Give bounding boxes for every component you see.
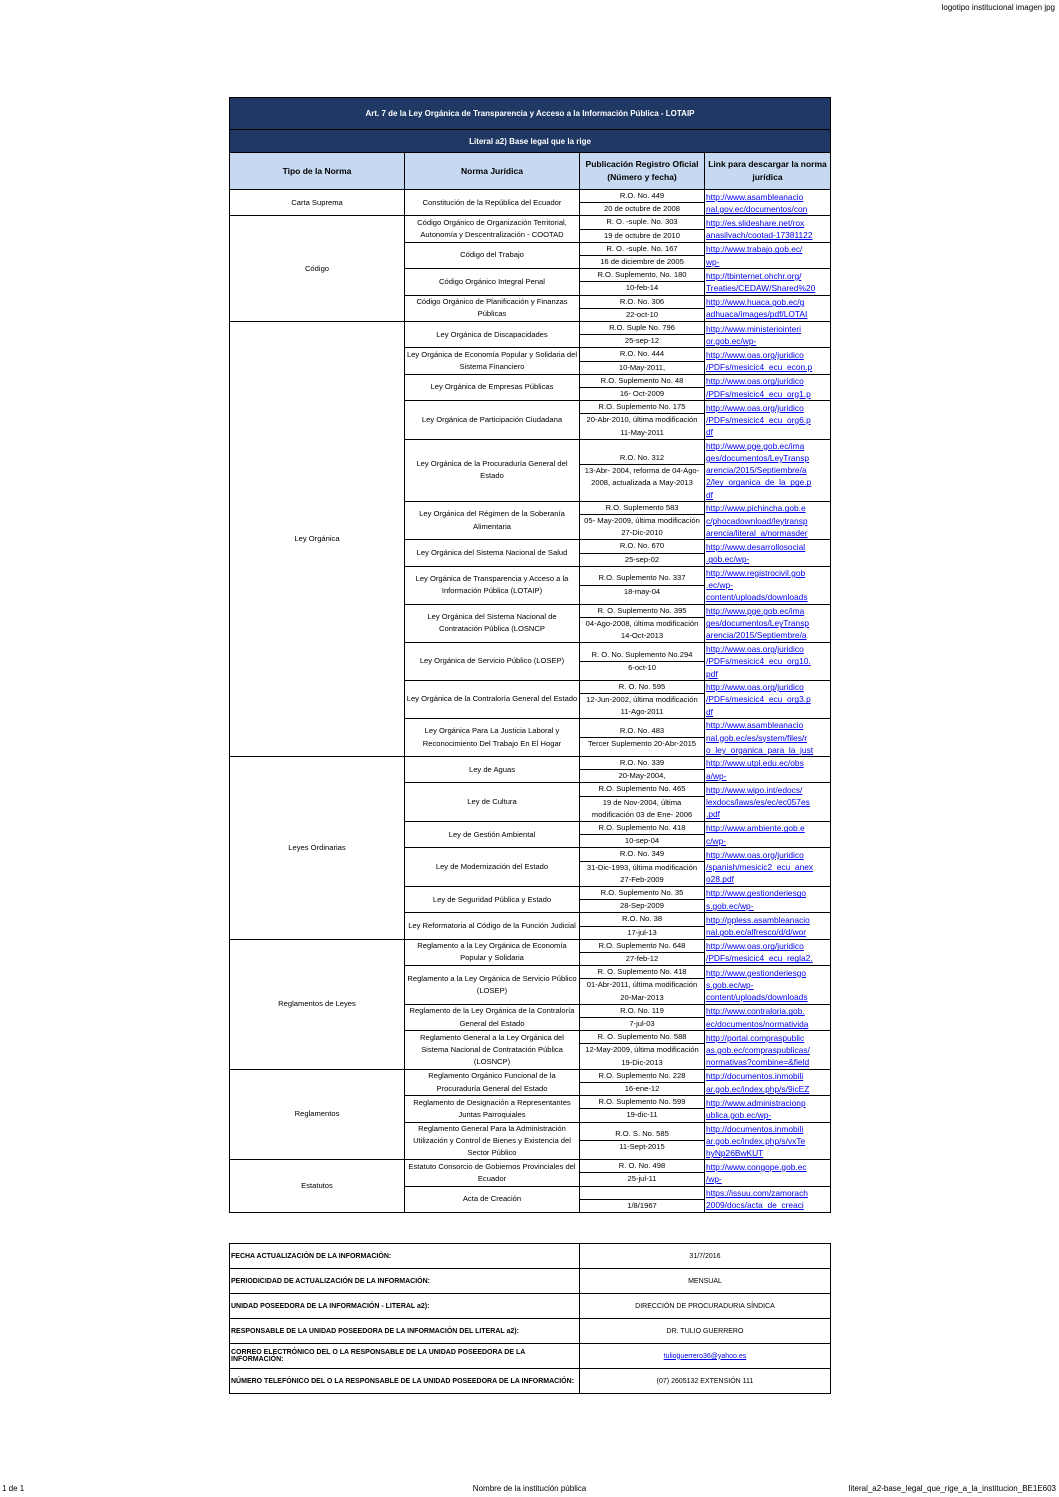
link-line[interactable]: /PDFs/mesicic4_ecu_org1.p [706,388,811,399]
publicacion-cell [580,1031,705,1070]
norma-cell: Ley de Cultura [405,783,580,822]
norma-cell: Ley de Aguas [405,756,580,782]
metadata-row [230,1244,831,1269]
table-row [230,939,831,965]
download-link[interactable] [705,190,831,216]
download-link[interactable] [705,269,831,295]
norma-cell: Reglamento Orgánico Funcional de la Procuraduría General del Estado [405,1069,580,1095]
download-link[interactable] [705,295,831,321]
download-link[interactable] [705,680,831,719]
link-line[interactable]: content/uploads/downloads [706,992,808,1003]
publicacion-line: 11-Sept-2015 [619,1142,665,1152]
publicacion-line: R.O. No. 339 [580,757,704,770]
table-row [230,190,831,216]
norma-cell: Reglamento de la Ley Orgánica de la Contraloría General del Estado [405,1004,580,1030]
download-link[interactable] [705,1069,831,1095]
publicacion-line: R.O. No. 349 [580,848,704,861]
publicacion-line: R. O. No. 595 [580,681,704,694]
link-line[interactable]: s.gob.ec/wp- [706,979,754,990]
link-line[interactable]: http://www.oas.org/juridico [706,941,804,952]
norma-cell: Ley Orgánica Para La Justicia Laboral y Reconocimiento Del Trabajo En El Hogar [405,719,580,757]
norma-cell: Ley Orgánica de Empresas Públicas [405,374,580,400]
publicacion-line: 31-Dic-1993, última modificación 27-Feb-2009 [586,862,698,884]
link-line[interactable]: .pdf [706,809,720,820]
link-line[interactable]: pdf [706,668,718,679]
download-link[interactable] [705,604,831,643]
link-line[interactable]: http://www.pge.gob.ec/ima [706,440,805,451]
publicacion-line: 25-sep-02 [624,554,660,564]
download-link[interactable] [705,913,831,939]
download-link[interactable] [705,216,831,242]
publicacion-line: 10-sep-04 [624,836,660,846]
link-line[interactable]: s.gob.ec/wp- [706,900,754,911]
link-line[interactable]: http://tbinternet.ohchr.org/ [706,270,802,281]
publicacion-line: 20-May-2004, [618,771,666,781]
link-line[interactable]: ges/documentos/LeyTransp [706,618,810,629]
metadata-value [580,1269,831,1294]
download-link[interactable] [705,939,831,965]
publicacion-line: 16- Oct-2009 [619,389,665,399]
publicacion-line: R.O. Suplemento No. 599 [580,1096,704,1109]
metadata-table [229,1243,831,1394]
norma-cell: Acta de Creación [405,1186,580,1212]
link-line[interactable]: http://www.huaca.gob.ec/g [706,297,805,308]
publicacion-line: Tercer Suplemento 20-Abr-2015 [587,739,697,749]
download-link[interactable] [705,1031,831,1070]
tipo-cell: Estatutos [230,1160,405,1213]
link-line[interactable]: .gob.ec/wp- [706,554,750,565]
norma-cell: Código Orgánico de Planificación y Finanzas Públicas [405,295,580,321]
link-line[interactable]: df [706,706,713,717]
link-line[interactable]: /spanish/mesicic2_ecu_anex [706,862,814,873]
link-line[interactable]: nal.gob.ec/alfresco/d/d/wor [706,927,807,938]
publicacion-cell [580,322,705,348]
link-line[interactable]: /PDFs/mesicic4_ecu_org6.p [706,414,811,425]
download-link[interactable] [705,439,831,501]
footer-page: 1 de 1 [2,1484,25,1493]
publicacion-line: R.O. Suplemento No. 228 [580,1070,704,1083]
metadata-value [580,1294,831,1319]
tipo-cell: Reglamentos [230,1069,405,1159]
link-line[interactable]: http://www.oas.org/juridico [706,349,804,360]
link-line[interactable]: http://www.contraloria.gob. [706,1006,805,1017]
publicacion-cell [580,1096,705,1122]
metadata-value-text: (07) 2605132 EXTENSIÓN 111 [656,1377,754,1385]
link-line[interactable]: http://www.oas.org/juridico [706,644,804,655]
header-publicacion: Publicación Registro Oficial (Número y fecha) [580,153,705,190]
norma-cell: Ley Orgánica de Servicio Público (LOSEP) [405,643,580,681]
publicacion-line: 7-jul-03 [629,1019,655,1028]
publicacion-cell [580,1069,705,1095]
publicacion-line: 25-sep-12 [624,336,660,346]
footer-file: literal_a2-base_legal_que_rige_a_la_institucion_BE1E603 [848,1484,1056,1493]
norma-cell: Código Orgánico de Organización Territorial, Autonomía y Descentralización - COOTAD [405,216,580,242]
publicacion-line: R.O. Suplemento No. 35 [580,887,704,900]
link-line[interactable]: c/wp- [706,835,727,846]
link-line[interactable]: Treaties/CEDAW/Shared%20 [706,282,816,293]
metadata-value-text: DIRECCIÓN DE PROCURADURIA SÍNDICA [635,1302,775,1310]
link-line[interactable]: 2009/docs/acta_de_creaci [706,1200,804,1211]
link-line[interactable]: lexdocs/laws/es/ec/ec057es [706,797,810,808]
publicacion-cell [580,1160,705,1186]
link-line[interactable]: http://www.asambleanacio [706,720,804,731]
publicacion-line: 16-ene-12 [624,1084,660,1094]
link-line[interactable]: 2/ley_organica_de_la_pge.p [706,477,812,488]
footer-institution: Nombre de la institución pública [472,1484,587,1493]
publicacion-cell [580,848,705,887]
link-line[interactable]: /PDFs/mesicic4_ecu_econ.p [706,362,813,373]
norma-cell: Ley Orgánica de la Contraloría General del Estado [405,680,580,719]
link-line[interactable]: ar.gob.ec/index.php/s/9icEZ [706,1083,810,1094]
link-line[interactable]: as.gob.ec/compraspublicas/ [706,1044,810,1055]
publicacion-cell [580,1004,705,1030]
publicacion-cell [580,566,705,604]
publicacion-cell [580,913,705,939]
publicacion-cell [580,401,705,440]
download-link[interactable] [705,1160,831,1186]
publicacion-line: R.O. Suple No. 796 [580,322,704,335]
publicacion-line: R. O. Suplemento No. 588 [580,1031,704,1044]
publicacion-line: 1/8/1967 [627,1200,657,1210]
download-link[interactable] [705,1186,831,1212]
metadata-value-text: 31/7/2016 [689,1252,721,1260]
download-link[interactable] [705,401,831,440]
publicacion-line: R.O. Suplemento No. 175 [580,401,704,414]
publicacion-cell [580,1122,705,1160]
header-norma: Norma Jurídica [405,153,580,190]
link-line[interactable]: /PDFs/mesicic4_ecu_org10. [706,656,811,667]
link-line[interactable]: ec/documentos/normativida [706,1018,809,1029]
metadata-row [230,1294,831,1319]
publicacion-cell [580,643,705,681]
link-line[interactable]: nal.gov.ec/documentos/con [706,203,808,214]
download-link[interactable] [705,1004,831,1030]
download-link[interactable] [705,322,831,348]
link-line[interactable]: http://www.congope.gob.ec [706,1161,807,1172]
link-line[interactable]: a/wp- [706,770,727,781]
publicacion-line: R.O. Suplemento, No. 180 [580,269,704,282]
norma-cell: Reglamento General a la Ley Orgánica del Sistema Nacional de Contratación Pública (LOSNCP) [405,1031,580,1070]
link-line[interactable]: http://www.oas.org/juridico [706,402,804,413]
norma-cell: Reglamento de Designación a Representantes Juntas Parroquiales [405,1096,580,1122]
norma-cell: Ley Orgánica de la Procuraduría General del Estado [405,439,580,501]
norma-cell: Ley Orgánica de Economía Popular y Solidaria del Sistema Financiero [405,348,580,374]
metadata-label: NÚMERO TELEFÓNICO DEL O LA RESPONSABLE DE LA UNIDAD POSEEDORA DE LA INFORMACIÓN: [230,1369,580,1394]
download-link[interactable] [705,1096,831,1122]
link-line[interactable]: normativas?combine=&field [706,1057,810,1068]
publicacion-cell [580,348,705,374]
publicacion-line: 19 de Nov-2004, última modificación 03 de Ene- 2006 [591,797,693,819]
download-link[interactable] [705,848,831,887]
link-line[interactable]: ar.gob.ec/index.php/s/vxTe [706,1135,806,1146]
table-subtitle: Literal a2) Base legal que la rige [230,130,831,153]
publicacion-cell [580,269,705,295]
link-line[interactable]: arencia/2015/Septiembre/a [706,465,807,476]
publicacion-cell [580,374,705,400]
tipo-cell: Código [230,216,405,322]
link-line[interactable]: http://www.asambleanacio [706,191,804,202]
publicacion-cell [580,242,705,268]
publicacion-line: 10-May-2011, [618,362,666,372]
norma-cell: Estatuto Consorcio de Gobiernos Provinciales del Ecuador [405,1160,580,1186]
publicacion-line: R. O. Suplemento No. 395 [580,605,704,618]
link-line[interactable]: ges/documentos/LeyTransp [706,453,810,464]
metadata-row [230,1369,831,1394]
link-line[interactable]: http://www.pge.gob.ec/ima [706,606,805,616]
table-row [230,1069,831,1095]
publicacion-line: R.O. S. No. 585 [580,1128,704,1141]
link-line[interactable]: http://ppless.asambleanacio [706,914,810,925]
publicacion-line: R.O. No. 312 [580,452,704,465]
norma-cell: Ley de Modernización del Estado [405,848,580,887]
link-line[interactable]: .ec/wp- [706,580,733,591]
link-line[interactable]: http://es.slideshare.net/rox [706,217,805,228]
page-header-note: logotipo institucional imagen jpg [941,3,1055,12]
email-link[interactable]: tulioguerrero36@yahoo.es [663,1352,747,1360]
publicacion-line: R.O. Suplemento No. 648 [580,940,704,953]
publicacion-line: 01-Abr-2011, última modificación 20-Mar-2013 [586,980,698,1002]
header-tipo: Tipo de la Norma [230,153,405,190]
publicacion-line: R.O. No. 444 [580,348,704,361]
publicacion-line: R.O. Suplemento No. 48 [580,375,704,388]
norma-cell: Código Orgánico Integral Penal [405,269,580,295]
publicacion-line: 18-may-04 [623,586,661,596]
link-line[interactable]: http://www.trabajo.gob.ec/ [706,244,803,255]
publicacion-cell [580,966,705,1005]
link-line[interactable]: http://www.oas.org/juridico [706,849,804,860]
publicacion-cell [580,680,705,719]
publicacion-line: 13-Abr- 2004, reforma de 04-Ago-2008, actualizada a May-2013 [584,465,700,487]
tipo-cell: Ley Orgánica [230,322,405,757]
link-line[interactable]: nal.gob.ec/es/system/files/r [706,732,808,743]
download-link[interactable] [705,540,831,566]
link-line[interactable]: wp- [706,256,720,267]
link-line[interactable]: http://www.pichincha.gob.e [706,503,806,514]
publicacion-cell [580,719,705,757]
publicacion-cell [580,216,705,242]
publicacion-line: 20 de octubre de 2008 [603,204,680,214]
norma-cell: Ley Reformatoria al Código de la Función Judicial [405,913,580,939]
metadata-value-text: DR. TULIO GUERRERO [666,1327,744,1335]
publicacion-cell [580,295,705,321]
download-link[interactable] [705,501,831,540]
publicacion-line: 04-Ago-2008, última modificación 14-Oct-2013 [585,618,699,640]
norma-cell: Ley Orgánica de Transparencia y Acceso a la Información Pública (LOTAIP) [405,566,580,604]
tipo-cell: Leyes Ordinarias [230,756,405,939]
metadata-label: PERIODICIDAD DE ACTUALIZACIÓN DE LA INFORMACIÓN: [230,1269,580,1294]
publicacion-cell [580,190,705,216]
metadata-value [580,1319,831,1344]
table-row [230,756,831,782]
download-link[interactable] [705,821,831,847]
tipo-cell: Reglamentos de Leyes [230,939,405,1069]
link-line[interactable]: http://www.oas.org/juridico [706,682,804,693]
publicacion-cell [580,756,705,782]
link-line[interactable]: http://documentos.inmobili [706,1123,804,1134]
download-link[interactable] [705,756,831,782]
publicacion-line: 22-oct-10 [625,309,659,319]
metadata-label: FECHA ACTUALIZACIÓN DE LA INFORMACIÓN: [230,1244,580,1269]
metadata-label: CORREO ELECTRÓNICO DEL O LA RESPONSABLE DE LA UNIDAD POSEEDORA DE LA INFORMACIÓN: [230,1344,580,1369]
metadata-value-text: MENSUAL [688,1277,722,1285]
link-line[interactable]: arencia/literal_a/normasder [706,527,808,538]
link-line[interactable]: http://www.oas.org/juridico [706,376,804,387]
link-line[interactable]: http://www.ministeriointeri [706,323,801,334]
publicacion-line: R. O. No. Suplemento No.294 [580,649,704,662]
norma-cell: Ley Orgánica del Régimen de la Soberanía Alimentaria [405,501,580,540]
norma-cell: Constitución de la República del Ecuador [405,190,580,216]
table-title: Art. 7 de la Ley Orgánica de Transparencia y Acceso a la Información Pública - LOTAIP [230,98,831,130]
publicacion-line: 27-feb-12 [625,953,659,963]
link-line[interactable]: content/uploads/downloads [706,592,808,603]
publicacion-cell [580,886,705,912]
link-line[interactable]: or.gob.ec/wp- [706,335,757,346]
table-body [230,190,831,1213]
publicacion-line: 25-jul-11 [627,1174,657,1184]
link-line[interactable]: df [706,489,713,500]
link-line[interactable]: http://www.gestionderiesgo [706,967,807,978]
link-line[interactable]: http://www.registrocivil.gob [706,567,806,578]
download-link[interactable] [705,643,831,681]
metadata-row [230,1344,831,1369]
publicacion-line: R. O. -suple. No. 167 [580,243,704,256]
publicacion-line: R.O. Suplemento No. 465 [580,783,704,796]
publicacion-line: 10-feb-14 [625,283,659,293]
link-line[interactable]: c/phocadownload/leytransp [706,515,808,526]
publicacion-line: R. O. Suplemento No. 418 [580,966,704,979]
publicacion-line: R.O. No. 119 [580,1005,704,1018]
publicacion-line: 19 de octubre de 2010 [603,230,680,240]
publicacion-cell [580,439,705,501]
link-line[interactable]: http://www.wipo.int/edocs/ [706,784,803,795]
publicacion-line: R.O. No. 483 [580,725,704,738]
metadata-label: RESPONSABLE DE LA UNIDAD POSEEDORA DE LA INFORMACIÓN DEL LITERAL a2): [230,1319,580,1344]
download-link[interactable] [705,348,831,374]
link-line[interactable]: o_ley_organica_para_la_just [706,744,814,755]
publicacion-cell [580,604,705,643]
download-link[interactable] [705,886,831,912]
download-link[interactable] [705,374,831,400]
publicacion-line: R. O. No. 498 [580,1160,704,1173]
link-line[interactable]: https://issuu.com/zamorach [706,1188,808,1199]
link-line[interactable]: df [706,427,713,438]
table-row [230,1160,831,1186]
link-line[interactable]: http://portal.compraspublic [706,1032,805,1043]
publicacion-line: R.O. No. 38 [580,913,704,926]
link-line[interactable]: /PDFs/mesicic4_ecu_regla2. [706,953,813,964]
publicacion-line: 16 de diciembre de 2005 [600,257,684,267]
publicacion-line: 12-May-2009, última modificación 19-Dic-2013 [585,1045,699,1067]
publicacion-line: R.O. Suplemento No. 337 [580,572,704,585]
publicacion-cell [580,1186,705,1212]
publicacion-cell [580,783,705,822]
metadata-value [580,1344,831,1369]
norma-cell: Ley Orgánica de Participación Ciudadana [405,401,580,440]
publicacion-cell [580,821,705,847]
publicacion-line: 6-oct-10 [628,662,656,672]
publicacion-line: R.O. Suplemento 583 [580,502,704,515]
download-link[interactable] [705,1122,831,1160]
norma-cell: Ley Orgánica del Sistema Nacional de Contratación Pública (LOSNCP [405,604,580,643]
publicacion-cell [580,501,705,540]
header-link: Link para descargar la norma jurídica [705,153,831,190]
publicacion-line: 20-Abr-2010, última modificación 11-May-2011 [586,415,698,437]
tipo-cell: Carta Suprema [230,190,405,216]
norma-cell: Reglamento a la Ley Orgánica de Servicio Público (LOSEP) [405,966,580,1005]
link-line[interactable]: anasilvach/cootad-17381122 [706,230,813,241]
link-line[interactable]: http://www.ambiente.gob.e [706,823,805,834]
table-row [230,322,831,348]
metadata-value [580,1369,831,1394]
norma-cell: Ley Orgánica de Discapacidades [405,322,580,348]
metadata-row [230,1269,831,1294]
publicacion-line: 17-jul-13 [627,927,657,937]
norma-cell: Ley Orgánica del Sistema Nacional de Salud [405,540,580,566]
metadata-label: UNIDAD POSEEDORA DE LA INFORMACIÓN - LITERAL a2): [230,1294,580,1319]
download-link[interactable] [705,966,831,1005]
link-line[interactable]: arencia/2015/Septiembre/a [706,630,807,641]
link-line[interactable]: http://www.utpl.edu.ec/obs [706,758,804,769]
norma-cell: Código del Trabajo [405,242,580,268]
download-link[interactable] [705,242,831,268]
link-line[interactable]: /PDFs/mesicic4_ecu_org3.p [706,694,811,705]
link-line[interactable]: http://www.administracionp [706,1097,806,1108]
publicacion-line: 05- May-2009, última modificación 27-Dic-2010 [584,516,700,538]
download-link[interactable] [705,783,831,822]
norma-cell: Reglamento a la Ley Orgánica de Economía Popular y Solidaria [405,939,580,965]
link-line[interactable]: /wp- [706,1173,722,1184]
publicacion-line: 12-Jun-2002, última modificación 11-Ago-2011 [586,694,698,717]
table-row [230,216,831,242]
publicacion-line: 19-dic-11 [626,1110,658,1120]
publicacion-line: R.O. No. 670 [580,540,704,553]
publicacion-line: R.O. No. 306 [580,296,704,309]
link-line[interactable]: hyNp26BwKUT [706,1148,764,1159]
link-line[interactable]: http://www.desarrollosocial [706,541,806,552]
publicacion-line: R.O. Suplemento No. 418 [580,822,704,835]
metadata-row [230,1319,831,1344]
link-line[interactable]: ublica.gob.ec/wp- [706,1109,772,1120]
norma-cell: Ley de Gestión Ambiental [405,821,580,847]
link-line[interactable]: o28.pdf [706,874,734,885]
norma-cell: Ley de Seguridad Pública y Estado [405,886,580,912]
link-line[interactable]: http://www.gestionderiesgo [706,888,807,899]
publicacion-line: R. O. -suple. No. 303 [580,216,704,229]
metadata-value [580,1244,831,1269]
publicacion-cell [580,939,705,965]
link-line[interactable]: adhuaca/images/pdf/LOTAI [706,309,808,320]
base-legal-table [229,97,831,1213]
download-link[interactable] [705,719,831,757]
publicacion-line: R.O. No. 449 [580,190,704,203]
link-line[interactable]: http://documentos.inmobili [706,1071,804,1082]
publicacion-line: 28-Sep-2009 [620,901,664,911]
publicacion-line [580,1187,704,1200]
publicacion-cell [580,540,705,566]
norma-cell: Reglamento General Para la Administración Utilización y Control de Bienes y Existencia del Sector Público [405,1122,580,1160]
download-link[interactable] [705,566,831,604]
